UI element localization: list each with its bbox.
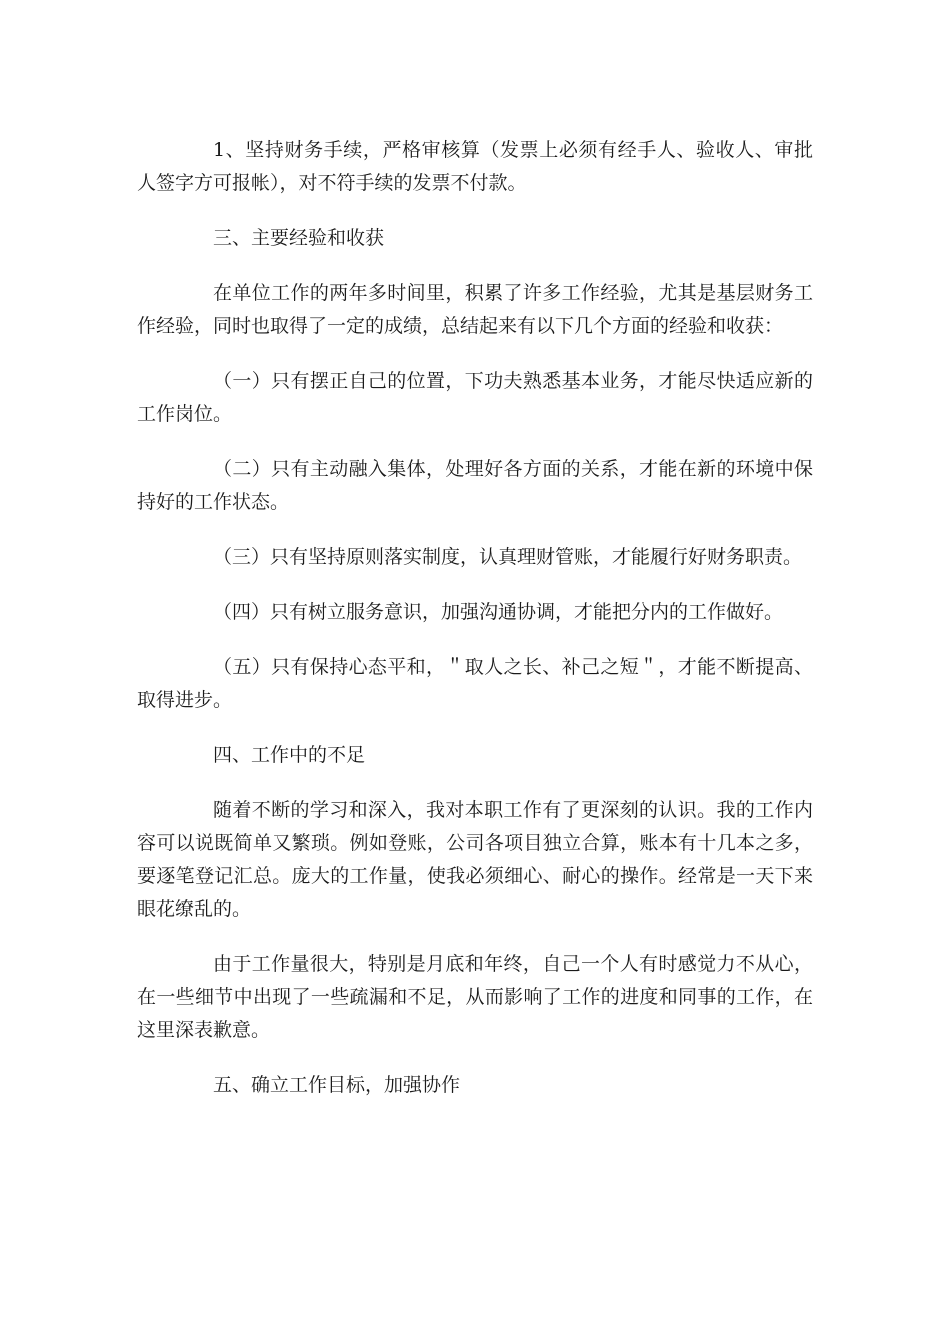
- paragraph-point-2: （二）只有主动融入集体，处理好各方面的关系，才能在新的环境中保持好的工作状态。: [137, 458, 813, 513]
- paragraph-point-3: （三）只有坚持原则落实制度，认真理财管账，才能履行好财务职责。: [213, 546, 803, 568]
- paragraph-finance-procedure: 1、坚持财务手续，严格审核算（发票上必须有经手人、验收人、审批人签字方可报帐），对不符手续的发票不付款。: [137, 139, 813, 194]
- paragraph-shortcomings-2: 由于工作量很大，特别是月底和年终，自己一个人有时感觉力不从心，在一些细节中出现了一些疏漏和不足，从而影响了工作的进度和同事的工作，在这里深表歉意。: [137, 953, 813, 1041]
- paragraph-shortcomings-1: 随着不断的学习和深入，我对本职工作有了更深刻的认识。我的工作内容可以说既简单又繁琐。例如登账，公司各项目独立合算，账本有十几本之多，要逐笔登记汇总。庞大的工作量，使我必须细心、耐心的操作。经常是一天下来眼花缭乱的。: [137, 799, 813, 920]
- heading-shortcomings: 四、工作中的不足: [213, 744, 366, 766]
- paragraph-experience-intro: 在单位工作的两年多时间里，积累了许多工作经验，尤其是基层财务工作经验，同时也取得了一定的成绩，总结起来有以下几个方面的经验和收获：: [137, 282, 813, 337]
- paragraph-point-1: （一）只有摆正自己的位置，下功夫熟悉基本业务，才能尽快适应新的工作岗位。: [137, 370, 813, 425]
- heading-goals: 五、确立工作目标，加强协作: [213, 1074, 461, 1096]
- paragraph-point-5: （五）只有保持心态平和，＂取人之长、补己之短＂，才能不断提高、取得进步。: [137, 656, 813, 711]
- paragraph-point-4: （四）只有树立服务意识，加强沟通协调，才能把分内的工作做好。: [213, 601, 784, 623]
- document-body: [137, 134, 813, 1124]
- heading-experience: 三、主要经验和收获: [213, 227, 385, 249]
